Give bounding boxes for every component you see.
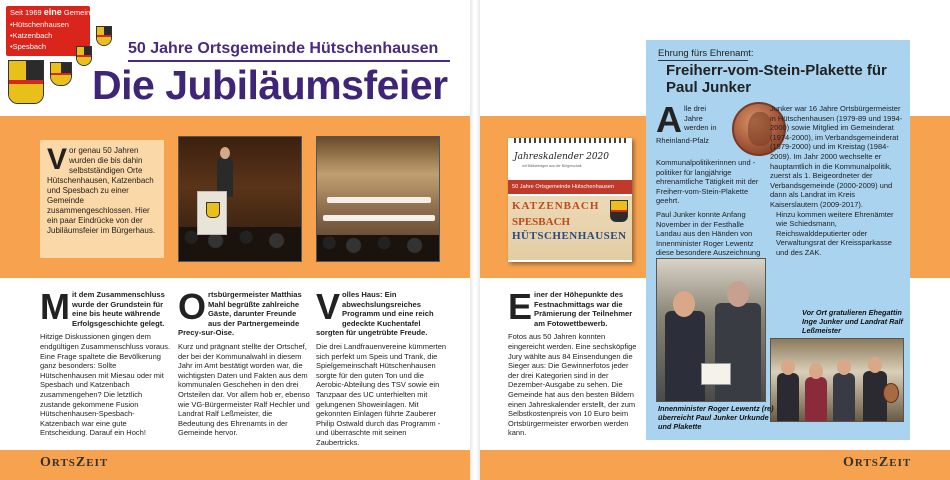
person-figure <box>715 303 761 402</box>
podium-crest-icon <box>206 202 220 218</box>
honor-box <box>646 40 910 440</box>
honor-c2: Junker war 16 Jahre Ortsbürgermeister in Hütschenhausen (1979-89 und 1994-2000) sowie Mitglied im Gemeinderat (1974-2000), im Verbandsgemeinderat (1979-2000) und im Kreistag (1984-2009). Im Jahr 2000 wechselte er hauptamtlich in die Kommunalpolitik, zuerst als 1. Beigeordneter der Verbandsgemeinde (2000-2009) und dann als Landrat im Kreis Kaiserslautern (2009-2017). <box>770 104 903 209</box>
honor-c2b: Hinzu kommen weitere Ehrenämter wie Schiedsmann, Reichswalddeputierter oder Verwaltungsrat der Kreissparkasse und des ZAK. <box>776 209 894 257</box>
coat-of-arms-icon <box>8 60 44 104</box>
calendar-title: Jahreskalender 2020 <box>514 152 609 162</box>
person-head <box>673 291 695 317</box>
text-column-photo-contest <box>508 290 640 448</box>
person-figure <box>665 311 705 402</box>
person-head <box>868 357 882 373</box>
badge-since <box>10 8 99 17</box>
calendar-town-1: KATZENBACH <box>512 200 600 212</box>
intro-text: or genau 50 Jahren wurden die bis dahin selbstständigen Orte Hütschenhausen, Katzenbach und Spesbach zu einer Gemeinde zusammengeschlossen. Hier ein paar Eindrücke von der Jubiläumsfeier im Bürgerhaus. <box>47 146 156 235</box>
col2-body: Kurz und prägnant stellte der Ortschef, der bei der Kommunalwahl in diesem Jahr im Amt bestätigt worden war, die wichtigsten Daten und Fakten aus dem kommunalen Geschehen in den drei Ortsteilen dar. Vor allem hob er, ebenso wie VG-Bürgermeister Ralf Hechler und Landrat Ralf Leßmeister, die Bedeutung des Ehrenamts in der Gemeinde hervor. <box>178 341 310 438</box>
calendar-town-3: HÜTSCHENHAUSEN <box>512 230 627 242</box>
badge-town-1: •Hütschenhausen <box>10 20 69 29</box>
guests-shape <box>317 235 439 261</box>
honor-p1: lle drei Jahre werden in Rheinland-Pfalz Kommunalpolitikerinnen und -politiker für langjährige ehrenamtliche Tätigkeit mit der Freiherr-vom-Stein-Plakette geehrt. <box>656 104 759 206</box>
col1-lead: it dem Zusammenschluss wurde der Grundstein für eine bis heute währende Erfolgsgeschichte gelegt. <box>72 290 165 328</box>
page-gutter <box>470 0 480 480</box>
photo-award-ceremony <box>656 258 766 402</box>
caption-award-photo: Innenminister Roger Lewentz (re) überreicht Paul Junker Urkunde und Plakette <box>658 404 774 432</box>
text-column-1 <box>40 290 172 448</box>
badge-since-suffix: Gemeinde <box>63 8 99 17</box>
contest-body: Fotos aus 50 Jahren konnten eingereicht werden. Eine sechsköpfige Jury wählte aus 84 Einsendungen die Sieger aus: Die Gewinnerfotos jeder der drei Kategorien sind in der Dezember-Ausgabe zu sehen. Die Gemeinde hat aus den besten Bildern einen Jahreskalender erstellt, der zum Selbstkostenpreis von 10 Euro beim Ortsbürgermeister erworben werden kann. <box>508 332 637 438</box>
coat-of-arms-small-icon <box>50 62 72 86</box>
person-figure <box>805 377 827 422</box>
person-figure <box>777 373 799 422</box>
coat-of-arms-small-icon <box>76 46 92 66</box>
text-column-3 <box>316 290 448 448</box>
calendar-town-2: SPESBACH <box>512 216 571 228</box>
honor-dropcap: A <box>656 104 682 140</box>
person-head <box>781 359 795 375</box>
col3-lead: olles Haus: Ein abwechslungsreiches Programm und eine reich gedeckte Kuchentafel sorgten für ungetrübte Freude. <box>316 290 434 338</box>
text-column-2 <box>178 290 310 448</box>
contest-lead: iner der Höhepunkte des Festnachmittags war die Prämierung der Teilnehmer am Fotowettbewerb. <box>534 290 633 328</box>
certificate <box>701 363 731 385</box>
honor-title: Freiherr-vom-Stein-Plakette für Paul Junker <box>666 62 887 96</box>
hall-table <box>327 197 431 203</box>
calendar-rings <box>514 138 626 143</box>
badge-town-2: •Katzenbach <box>10 31 53 40</box>
ortszeit-logo: ORTSZEIT <box>40 455 109 470</box>
kicker-rule <box>658 60 748 61</box>
right-page <box>480 0 950 480</box>
badge-since-prefix: Seit 1969 <box>10 8 42 17</box>
speaker-head <box>220 147 230 159</box>
col2-lead: rtsbürgermeister Matthias Mahl begrüßte zahlreiche Gäste, darunter Freunde aus der Partnergemeinde Precy-sur-Oise. <box>178 290 302 338</box>
photo-speaker-stage <box>178 136 302 262</box>
coat-of-arms-small-icon <box>96 26 112 46</box>
ortszeit-logo: ORTSZEIT <box>843 455 912 470</box>
badge-town-3: •Spesbach <box>10 42 46 51</box>
col2-dropcap: O <box>178 290 207 327</box>
photo-group <box>770 338 904 422</box>
col3-dropcap: V <box>316 290 341 327</box>
col1-dropcap: M <box>40 290 70 327</box>
calendar-photo <box>508 138 632 262</box>
orange-band <box>910 116 950 278</box>
honor-kicker: Ehrung fürs Ehrenamt: <box>658 48 754 59</box>
person-figure <box>833 373 855 422</box>
badge-since-eine: eine <box>43 7 62 17</box>
honor-p2: Paul Junker konnte Anfang November in der Festhalle Landau aus den Händen von Innenminister Roger Lewentz diese besondere Auszeichnung <box>656 209 761 258</box>
contest-dropcap: E <box>508 290 533 327</box>
article-subtitle: 50 Jahre Ortsgemeinde Hütschenhausen <box>128 40 439 57</box>
intro-dropcap: V <box>47 143 68 176</box>
calendar-subtitle: mit Bildbeiträgen aus der Bürgerschaft <box>522 164 582 168</box>
col1-body: Hitzige Diskussionen gingen dem endgültigen Zusammenschluss voraus. Eine Frage spaltete die Bevölkerung ganz besonders: Sollte Hütschenhausen mit Miesau oder mit Spesbach und Katzenbach zusammengehen? Die letztlich zustande gekommene Fusion Hütschenhausen-Spesbach-Katzenbach war eine gute Entscheidung. Darauf ein Hoch! <box>40 332 171 438</box>
col3-body: Die drei Landfrauenvereine kümmerten sich perfekt um Speis und Trank, die Spielgemeinschaft Hütschenhausen sorgte für den guten Ton und die Aerobic-Abteilung des TSV sowie ein Tanzpaar des UC unterhielten mit gelungenen Showeinlagen. Mit gekonnten Einlagen führte Zauberer Philip Ostwald durch das Programm - und überraschte mit seinen Zaubertricks. <box>316 341 447 447</box>
left-page <box>0 0 470 480</box>
hall-table <box>323 215 435 221</box>
intro-box <box>40 140 164 258</box>
caption-group-photo: Vor Ort gratulieren Ehegattin Inge Junker und Landrat Ralf Leßmeister <box>802 308 903 336</box>
photo-full-hall <box>316 136 440 262</box>
person-head <box>727 281 749 307</box>
podium <box>197 191 227 235</box>
article-title: Die Jubiläumsfeier <box>92 62 448 108</box>
calendar-banner: 50 Jahre Ortsgemeinde Hütschenhausen <box>508 180 632 194</box>
person-head <box>809 363 823 379</box>
calendar-crest-icon <box>610 200 628 222</box>
person-head <box>837 359 851 375</box>
plaque-icon <box>883 383 899 403</box>
